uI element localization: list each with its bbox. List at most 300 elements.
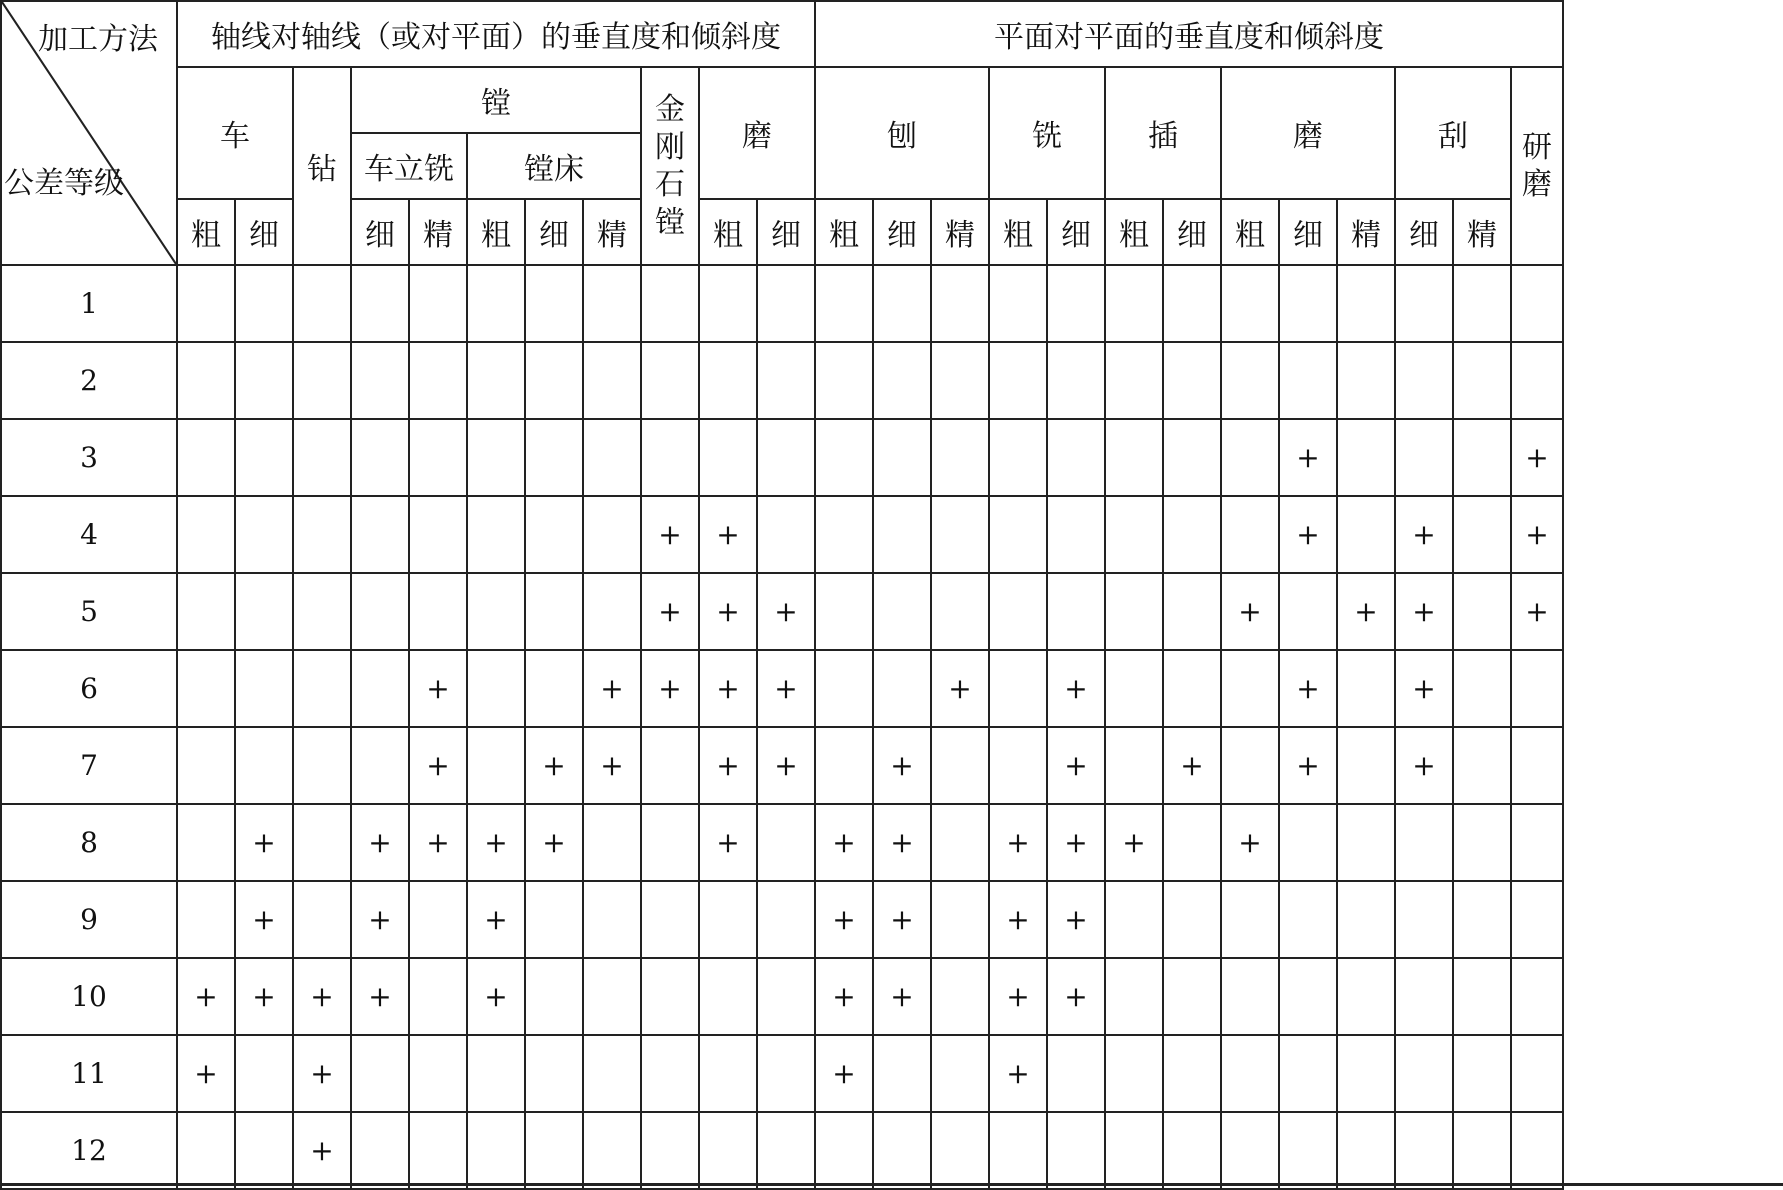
mark-cell: +	[699, 804, 757, 881]
header-row-methods	[1, 67, 1563, 133]
mark-cell: +	[177, 958, 235, 1035]
mark-cell	[525, 265, 583, 342]
mark-cell	[1105, 1035, 1163, 1112]
mark-cell	[815, 1112, 873, 1189]
mark-cell: +	[989, 804, 1047, 881]
mark-cell	[1279, 1035, 1337, 1112]
mark-cell	[351, 727, 409, 804]
mark-cell	[1395, 1035, 1453, 1112]
subheader-cell: 粗	[989, 199, 1047, 265]
mark-cell	[525, 419, 583, 496]
mark-cell	[641, 958, 699, 1035]
mark-cell	[931, 496, 989, 573]
mark-cell	[467, 1112, 525, 1189]
mark-cell	[989, 650, 1047, 727]
mark-cell	[873, 1112, 931, 1189]
mark-cell: +	[1395, 573, 1453, 650]
mark-cell	[1395, 419, 1453, 496]
mark-cell	[931, 881, 989, 958]
mark-cell	[931, 265, 989, 342]
mark-cell: +	[641, 650, 699, 727]
mark-cell	[1221, 1112, 1279, 1189]
mark-cell	[467, 342, 525, 419]
mark-cell: +	[351, 958, 409, 1035]
subheader-cell: 精	[1453, 199, 1511, 265]
table-row	[1, 342, 1563, 419]
mark-cell	[235, 1035, 293, 1112]
table-row	[1, 265, 1563, 342]
mark-cell	[467, 265, 525, 342]
mark-cell	[815, 265, 873, 342]
mark-cell: +	[815, 958, 873, 1035]
mark-cell	[467, 573, 525, 650]
mark-cell: +	[1279, 496, 1337, 573]
grade-cell: 10	[1, 958, 177, 1035]
mark-cell: +	[699, 727, 757, 804]
mark-cell	[641, 881, 699, 958]
mark-cell: +	[1279, 650, 1337, 727]
mark-cell: +	[583, 650, 641, 727]
mark-cell	[1163, 958, 1221, 1035]
mark-cell	[1047, 342, 1105, 419]
bottom-rule	[0, 1183, 1783, 1186]
mark-cell: +	[815, 1035, 873, 1112]
mark-cell	[583, 958, 641, 1035]
mark-cell: +	[351, 881, 409, 958]
subheader-cell: 细	[1163, 199, 1221, 265]
method-bao: 刨	[815, 67, 989, 199]
mark-cell	[1337, 342, 1395, 419]
mark-cell: +	[815, 881, 873, 958]
subheader-cell: 细	[525, 199, 583, 265]
mark-cell	[1163, 1035, 1221, 1112]
mark-cell	[1453, 650, 1511, 727]
mark-cell	[235, 419, 293, 496]
mark-cell	[293, 804, 351, 881]
mark-cell	[1453, 265, 1511, 342]
mark-cell: +	[1395, 496, 1453, 573]
mark-cell	[177, 650, 235, 727]
mark-cell: +	[1395, 650, 1453, 727]
mark-cell: +	[235, 804, 293, 881]
method-chelixi: 车立铣	[351, 133, 467, 199]
mark-cell: +	[1511, 419, 1563, 496]
mark-cell	[1221, 650, 1279, 727]
mark-cell	[583, 265, 641, 342]
mark-cell	[467, 496, 525, 573]
mark-cell: +	[873, 804, 931, 881]
mark-cell	[1047, 1112, 1105, 1189]
mark-cell: +	[235, 881, 293, 958]
corner-label-method: 加工方法	[38, 22, 158, 57]
mark-cell	[1453, 1112, 1511, 1189]
mark-cell: +	[351, 804, 409, 881]
mark-cell	[409, 496, 467, 573]
mark-cell	[757, 419, 815, 496]
mark-cell	[1511, 265, 1563, 342]
mark-cell	[1453, 496, 1511, 573]
mark-cell	[293, 265, 351, 342]
mark-cell	[1337, 1112, 1395, 1189]
mark-cell	[699, 881, 757, 958]
subheader-cell: 细	[235, 199, 293, 265]
mark-cell	[1047, 265, 1105, 342]
mark-cell	[583, 342, 641, 419]
method-mo-plane: 磨	[1221, 67, 1395, 199]
mark-cell	[525, 342, 583, 419]
mark-cell	[1105, 881, 1163, 958]
subheader-cell: 细	[351, 199, 409, 265]
mark-cell	[1221, 881, 1279, 958]
mark-cell	[757, 1112, 815, 1189]
mark-cell	[409, 573, 467, 650]
table-row	[1, 1112, 1563, 1189]
mark-cell	[525, 650, 583, 727]
mark-cell	[1395, 1112, 1453, 1189]
mark-cell	[699, 1112, 757, 1189]
mark-cell: +	[293, 958, 351, 1035]
grade-cell: 12	[1, 1112, 177, 1189]
mark-cell	[525, 1035, 583, 1112]
mark-cell	[177, 573, 235, 650]
group-plane-header: 平面对平面的垂直度和倾斜度	[815, 1, 1563, 67]
table-row	[1, 419, 1563, 496]
mark-cell	[989, 573, 1047, 650]
mark-cell	[409, 342, 467, 419]
table-row	[1, 650, 1563, 727]
mark-cell	[641, 419, 699, 496]
mark-cell	[699, 342, 757, 419]
mark-cell	[641, 727, 699, 804]
mark-cell: +	[1047, 881, 1105, 958]
mark-cell	[525, 496, 583, 573]
mark-cell	[177, 265, 235, 342]
mark-cell: +	[699, 573, 757, 650]
mark-cell	[235, 727, 293, 804]
mark-cell: +	[699, 496, 757, 573]
mark-cell	[1337, 958, 1395, 1035]
mark-cell	[989, 1112, 1047, 1189]
grade-cell: 11	[1, 1035, 177, 1112]
mark-cell	[177, 881, 235, 958]
mark-cell	[815, 496, 873, 573]
mark-cell: +	[293, 1035, 351, 1112]
subheader-cell: 粗	[1105, 199, 1163, 265]
mark-cell	[1221, 727, 1279, 804]
mark-cell	[235, 573, 293, 650]
mark-cell	[641, 1035, 699, 1112]
mark-cell	[1337, 419, 1395, 496]
mark-cell	[931, 419, 989, 496]
mark-cell	[1105, 958, 1163, 1035]
mark-cell	[1163, 650, 1221, 727]
method-mo-axis: 磨	[699, 67, 815, 199]
mark-cell	[409, 881, 467, 958]
mark-cell	[1221, 496, 1279, 573]
mark-cell	[583, 496, 641, 573]
mark-cell: +	[1221, 573, 1279, 650]
grade-cell: 1	[1, 265, 177, 342]
method-che: 车	[177, 67, 293, 199]
mark-cell	[1047, 1035, 1105, 1112]
mark-cell	[815, 573, 873, 650]
mark-cell	[525, 573, 583, 650]
mark-cell: +	[1047, 958, 1105, 1035]
subheader-cell: 粗	[699, 199, 757, 265]
method-xi: 铣	[989, 67, 1105, 199]
mark-cell: +	[989, 958, 1047, 1035]
mark-cell	[873, 496, 931, 573]
mark-cell: +	[699, 650, 757, 727]
mark-cell	[641, 804, 699, 881]
mark-cell: +	[757, 650, 815, 727]
mark-cell	[293, 650, 351, 727]
mark-cell: +	[1511, 496, 1563, 573]
mark-cell	[351, 419, 409, 496]
method-yanmo	[1511, 67, 1563, 265]
mark-cell	[1511, 958, 1563, 1035]
mark-cell	[1395, 881, 1453, 958]
mark-cell: +	[641, 573, 699, 650]
mark-cell: +	[757, 727, 815, 804]
mark-cell	[1337, 650, 1395, 727]
mark-cell	[815, 650, 873, 727]
mark-cell: +	[1047, 650, 1105, 727]
mark-cell	[583, 1112, 641, 1189]
mark-cell: +	[525, 804, 583, 881]
subheader-cell: 细	[1279, 199, 1337, 265]
mark-cell	[757, 265, 815, 342]
mark-cell	[641, 1112, 699, 1189]
mark-cell: +	[467, 804, 525, 881]
mark-cell	[1163, 342, 1221, 419]
method-jingangshitang	[641, 67, 699, 265]
table-row	[1, 727, 1563, 804]
header-row-groups	[1, 1, 1563, 67]
subheader-cell: 细	[873, 199, 931, 265]
mark-cell: +	[177, 1035, 235, 1112]
mark-cell	[1453, 342, 1511, 419]
mark-cell: +	[815, 804, 873, 881]
mark-cell	[177, 727, 235, 804]
mark-cell	[293, 419, 351, 496]
mark-cell	[989, 265, 1047, 342]
mark-cell: +	[989, 1035, 1047, 1112]
mark-cell: +	[757, 573, 815, 650]
mark-cell	[235, 1112, 293, 1189]
header-row-grades	[1, 199, 1563, 265]
mark-cell	[1337, 804, 1395, 881]
mark-cell	[1221, 958, 1279, 1035]
mark-cell	[235, 650, 293, 727]
mark-cell	[757, 804, 815, 881]
grade-cell: 2	[1, 342, 177, 419]
subheader-cell: 粗	[177, 199, 235, 265]
mark-cell	[1511, 804, 1563, 881]
mark-cell	[1453, 881, 1511, 958]
mark-cell	[1337, 1035, 1395, 1112]
mark-cell	[1511, 881, 1563, 958]
mark-cell	[409, 265, 467, 342]
mark-cell	[1105, 1112, 1163, 1189]
mark-cell	[1453, 727, 1511, 804]
table-row	[1, 958, 1563, 1035]
mark-cell	[1047, 419, 1105, 496]
mark-cell	[989, 419, 1047, 496]
mark-cell	[235, 342, 293, 419]
subheader-cell: 精	[583, 199, 641, 265]
mark-cell	[293, 342, 351, 419]
method-cha: 插	[1105, 67, 1221, 199]
mark-cell	[1279, 265, 1337, 342]
mark-cell	[873, 573, 931, 650]
subheader-cell: 粗	[467, 199, 525, 265]
mark-cell	[699, 419, 757, 496]
mark-cell: +	[1337, 573, 1395, 650]
mark-cell: +	[1279, 419, 1337, 496]
mark-cell	[1105, 419, 1163, 496]
grade-cell: 7	[1, 727, 177, 804]
mark-cell	[351, 496, 409, 573]
group-axis-header: 轴线对轴线（或对平面）的垂直度和倾斜度	[177, 1, 815, 67]
mark-cell	[583, 881, 641, 958]
mark-cell	[873, 1035, 931, 1112]
mark-cell	[1511, 1035, 1563, 1112]
mark-cell	[293, 727, 351, 804]
mark-cell	[1337, 265, 1395, 342]
corner-cell	[1, 1, 177, 265]
mark-cell	[1395, 342, 1453, 419]
subheader-cell: 精	[409, 199, 467, 265]
method-yanmo-label: 研磨	[1522, 129, 1552, 202]
mark-cell: +	[467, 881, 525, 958]
mark-cell	[351, 265, 409, 342]
mark-cell	[989, 727, 1047, 804]
mark-cell	[989, 342, 1047, 419]
mark-cell	[467, 1035, 525, 1112]
mark-cell: +	[641, 496, 699, 573]
mark-cell	[1105, 496, 1163, 573]
mark-cell	[931, 727, 989, 804]
subheader-cell: 精	[1337, 199, 1395, 265]
mark-cell	[583, 1035, 641, 1112]
mark-cell	[525, 958, 583, 1035]
mark-cell	[989, 496, 1047, 573]
method-tang: 镗	[351, 67, 641, 133]
mark-cell: +	[409, 804, 467, 881]
mark-cell	[1453, 573, 1511, 650]
subheader-cell: 细	[1047, 199, 1105, 265]
subheader-cell: 精	[931, 199, 989, 265]
mark-cell	[1337, 727, 1395, 804]
mark-cell: +	[1047, 804, 1105, 881]
mark-cell: +	[873, 958, 931, 1035]
mark-cell	[177, 419, 235, 496]
mark-cell	[931, 804, 989, 881]
mark-cell	[873, 650, 931, 727]
mark-cell	[1453, 419, 1511, 496]
mark-cell	[467, 419, 525, 496]
mark-cell	[1163, 881, 1221, 958]
subheader-cell: 细	[757, 199, 815, 265]
method-jingangshitang-label: 金刚石镗	[655, 92, 685, 240]
mark-cell	[757, 881, 815, 958]
mark-cell	[177, 342, 235, 419]
mark-cell	[1511, 342, 1563, 419]
mark-cell	[1279, 881, 1337, 958]
mark-cell	[467, 650, 525, 727]
method-tangchuang: 镗床	[467, 133, 641, 199]
mark-cell	[1511, 1112, 1563, 1189]
mark-cell	[1511, 727, 1563, 804]
mark-cell	[1163, 419, 1221, 496]
mark-cell: +	[525, 727, 583, 804]
mark-cell	[351, 650, 409, 727]
mark-cell	[525, 881, 583, 958]
mark-cell	[409, 419, 467, 496]
mark-cell	[351, 342, 409, 419]
mark-cell	[1279, 804, 1337, 881]
mark-cell	[1047, 496, 1105, 573]
mark-cell	[1453, 1035, 1511, 1112]
mark-cell	[641, 342, 699, 419]
grade-cell: 9	[1, 881, 177, 958]
mark-cell: +	[1279, 727, 1337, 804]
mark-cell	[177, 804, 235, 881]
mark-cell	[351, 1035, 409, 1112]
mark-cell: +	[873, 881, 931, 958]
mark-cell: +	[235, 958, 293, 1035]
mark-cell: +	[1047, 727, 1105, 804]
mark-cell	[1221, 265, 1279, 342]
mark-cell	[1337, 881, 1395, 958]
mark-cell	[873, 342, 931, 419]
mark-cell	[1105, 265, 1163, 342]
mark-cell	[931, 1112, 989, 1189]
mark-cell: +	[409, 650, 467, 727]
method-zuan: 钻	[293, 67, 351, 265]
mark-cell	[583, 573, 641, 650]
mark-cell	[293, 496, 351, 573]
mark-cell	[1395, 265, 1453, 342]
mark-cell	[235, 265, 293, 342]
mark-cell	[931, 958, 989, 1035]
mark-cell	[409, 1112, 467, 1189]
mark-cell	[525, 1112, 583, 1189]
mark-cell: +	[873, 727, 931, 804]
grade-cell: 6	[1, 650, 177, 727]
mark-cell: +	[1163, 727, 1221, 804]
mark-cell	[1453, 958, 1511, 1035]
grade-cell: 5	[1, 573, 177, 650]
mark-cell: +	[1511, 573, 1563, 650]
mark-cell	[1221, 342, 1279, 419]
mark-cell	[1105, 727, 1163, 804]
mark-cell	[293, 573, 351, 650]
mark-cell	[1163, 1112, 1221, 1189]
mark-cell	[351, 1112, 409, 1189]
mark-cell	[815, 727, 873, 804]
mark-cell	[1337, 496, 1395, 573]
mark-cell	[1163, 804, 1221, 881]
mark-cell	[467, 727, 525, 804]
mark-cell: +	[1395, 727, 1453, 804]
table-row	[1, 881, 1563, 958]
mark-cell	[931, 1035, 989, 1112]
mark-cell	[757, 958, 815, 1035]
mark-cell	[1511, 650, 1563, 727]
mark-cell: +	[1221, 804, 1279, 881]
